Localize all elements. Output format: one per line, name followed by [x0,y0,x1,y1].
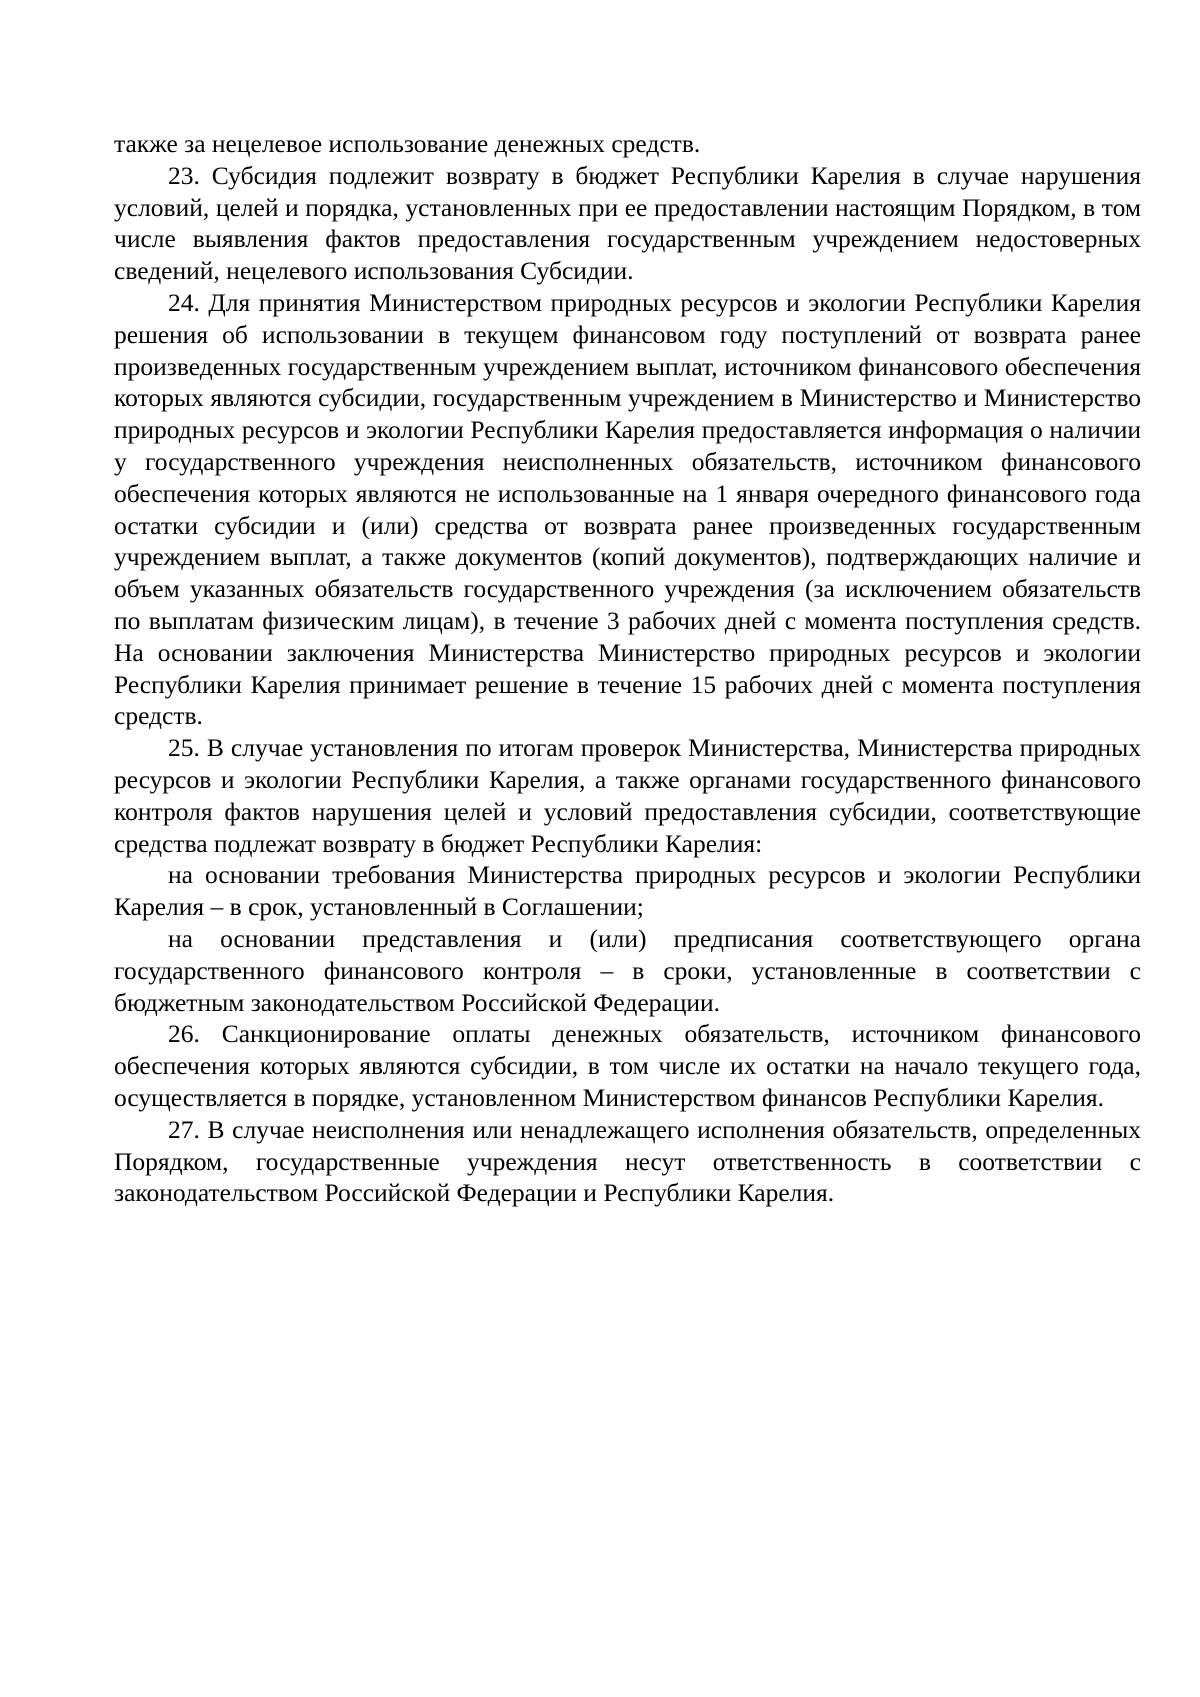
paragraph-item-27: 27. В случае неисполнения или ненадлежащего исполнения обязательств, определенных Порядком, государственные учреждения несут ответственность в соответствии с законодательством Российской Федерации и Республики Карелия. [114,1114,1141,1208]
paragraph-item-24: 24. Для принятия Министерством природных ресурсов и экологии Республики Карелия решения об использовании в текущем финансовом году поступлений от возврата ранее произведенных государственным учреждением выплат, источником финансового обеспечения которых являются субсидии, государственным учреждением в Министерство и Министерство природных ресурсов и экологии Республики Карелия предоставляется информация о наличии у государственного учреждения неисполненных обязательств, источником финансового обеспечения которых являются не использованные на 1 января очередного финансового года остатки субсидии и (или) средства от возврата ранее произведенных государственным учреждением выплат, а также документов (копий документов), подтверждающих наличие и объем указанных обязательств государственного учреждения (за исключением обязательств по выплатам физическим лицам), в течение 3 рабочих дней с момента поступления средств. На основании заключения Министерства Министерство природных ресурсов и экологии Республики Карелия принимает решение в течение 15 рабочих дней с момента поступления средств. [114,287,1141,731]
paragraph-continuation: также за нецелевое использование денежных средств. [114,129,701,158]
paragraph-item-26: 26. Санкционирование оплаты денежных обязательств, источником финансового обеспечения которых являются субсидии, в том числе их остатки на начало текущего года, осуществляется в порядке, установленном Министерством финансов Республики Карелия. [114,1019,1141,1112]
document-body [114,128,1141,1209]
paragraph-item-25: 25. В случае установления по итогам проверок Министерства, Министерства природных ресурсов и экологии Республики Карелия, а также органами государственного финансового контроля фактов нарушения целей и условий предоставления субсидии, соответствующие средства подлежат возврату в бюджет Республики Карелия: [114,733,1141,858]
paragraph-item-23: 23. Субсидия подлежит возврату в бюджет Республики Карелия в случае нарушения условий, целей и порядка, установленных при ее предоставлении настоящим Порядком, в том числе выявления фактов предоставления государственным учреждением недостоверных сведений, нецелевого использования Субсидии. [114,160,1141,286]
paragraph-item-25-sub-1: на основании требования Министерства природных ресурсов и экологии Республики Карелия – в срок, установленный в Соглашении; [114,860,1141,922]
paragraph-item-25-sub-2: на основании представления и (или) предписания соответствующего органа государственного финансового контроля – в сроки, установленные в соответствии с бюджетным законодательством Российской Федерации. [114,923,1141,1017]
